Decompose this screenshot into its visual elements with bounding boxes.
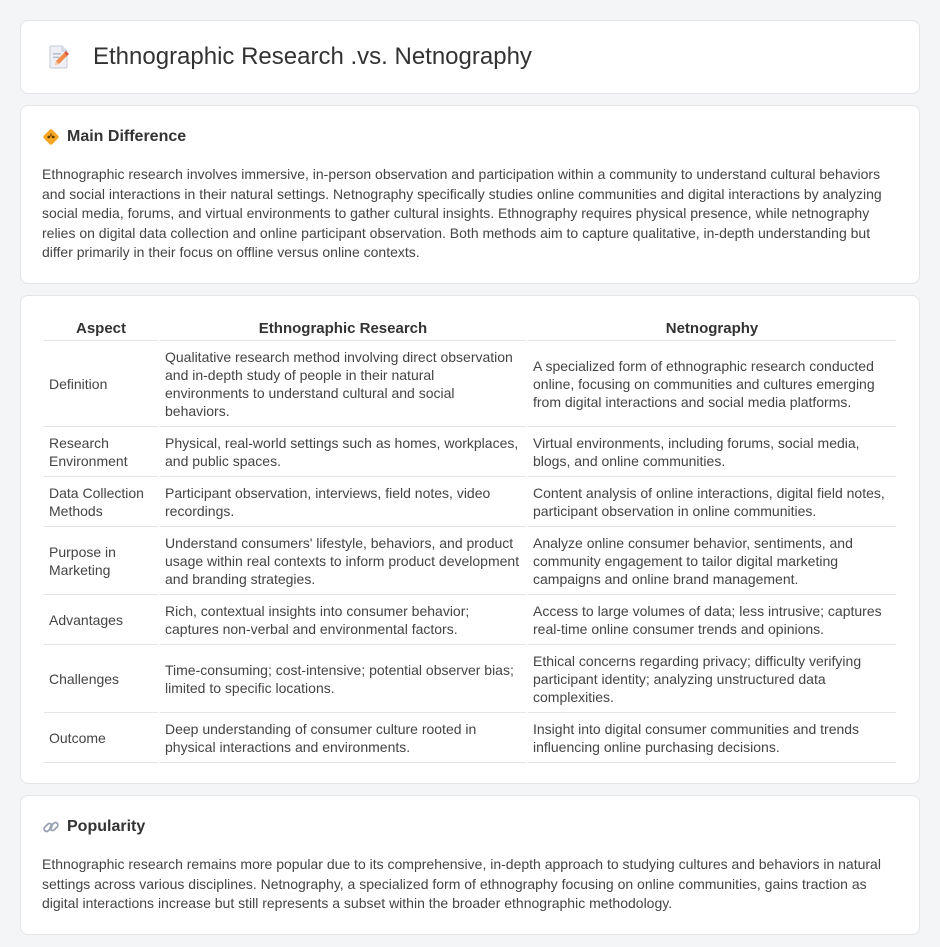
- title-card: [20, 20, 920, 94]
- main-difference-header: [42, 128, 898, 146]
- ethnographic-cell: Qualitative research method involving direct observation and in-depth study of people in their natural environments to understand cultural and social behaviors.: [160, 341, 526, 427]
- ethnographic-cell: Understand consumers' lifestyle, behaviors, and product usage within real contexts to inform product development and branding strategies.: [160, 527, 526, 595]
- table-row: [44, 427, 896, 477]
- ethnographic-cell: Rich, contextual insights into consumer behavior; captures non-verbal and environmental factors.: [160, 595, 526, 645]
- aspect-cell: Definition: [44, 341, 158, 427]
- document-pencil-icon: [45, 43, 73, 71]
- popularity-header: [42, 818, 898, 836]
- header-aspect: Aspect: [44, 316, 158, 341]
- comparison-card: [20, 295, 920, 784]
- netnography-cell: A specialized form of ethnographic research conducted online, focusing on communities and cultures emerging from digital interactions and social media platforms.: [528, 341, 896, 427]
- ethnographic-cell: Physical, real-world settings such as homes, workplaces, and public spaces.: [160, 427, 526, 477]
- table-row: [44, 341, 896, 427]
- diamond-warning-icon: [42, 128, 60, 146]
- page-title: Ethnographic Research .vs. Netnography: [93, 43, 532, 70]
- ethnographic-cell: Time-consuming; cost-intensive; potential observer bias; limited to specific locations.: [160, 645, 526, 713]
- table-row: [44, 527, 896, 595]
- table-row: [44, 645, 896, 713]
- popularity-heading: Popularity: [67, 817, 146, 835]
- header-netnography: Netnography: [528, 316, 896, 341]
- popularity-body: Ethnographic research remains more popular due to its comprehensive, in-depth approach to studying cultures and behaviors in natural settings across various disciplines. Netnography, a specialized form of ethnography focusing on online communities, gains traction as digital interactions increase but still represents a subset within the broader ethnographic methodology.: [42, 855, 881, 912]
- ethnographic-cell: Participant observation, interviews, field notes, video recordings.: [160, 477, 526, 527]
- header-ethnographic: Ethnographic Research: [160, 316, 526, 341]
- aspect-cell: Data Collection Methods: [44, 477, 158, 527]
- popularity-card: [20, 795, 920, 935]
- netnography-cell: Ethical concerns regarding privacy; difficulty verifying participant identity; analyzing unstructured data complexities.: [528, 645, 896, 713]
- aspect-cell: Purpose in Marketing: [44, 527, 158, 595]
- main-difference-body: Ethnographic research involves immersive, in-person observation and participation within a community to understand cultural behaviors and social interactions in their natural settings. Netnography specifically studies online communities and digital interactions by analyzing social media, forums, and virtual environments to gather cultural insights. Ethnography requires physical presence, while netnography relies on digital data collection and online participant observation. Both methods aim to capture qualitative, in-depth understanding but differ primarily in their focus on offline versus online contexts.: [42, 166, 882, 261]
- comparison-table: [42, 316, 898, 763]
- aspect-cell: Research Environment: [44, 427, 158, 477]
- table-row: [44, 713, 896, 763]
- main-difference-heading: Main Difference: [67, 128, 187, 145]
- netnography-cell: Content analysis of online interactions, digital field notes, participant observation in online communities.: [528, 477, 896, 527]
- netnography-cell: Virtual environments, including forums, social media, blogs, and online communities.: [528, 427, 896, 477]
- aspect-cell: Advantages: [44, 595, 158, 645]
- main-difference-card: [20, 105, 920, 284]
- table-row: [44, 595, 896, 645]
- aspect-cell: Challenges: [44, 645, 158, 713]
- table-row: [44, 477, 896, 527]
- ethnographic-cell: Deep understanding of consumer culture rooted in physical interactions and environments.: [160, 713, 526, 763]
- table-header-row: [44, 316, 896, 341]
- netnography-cell: Insight into digital consumer communities and trends influencing online purchasing decisions.: [528, 713, 896, 763]
- link-icon: [42, 818, 60, 836]
- netnography-cell: Access to large volumes of data; less intrusive; captures real-time online consumer trends and opinions.: [528, 595, 896, 645]
- netnography-cell: Analyze online consumer behavior, sentiments, and community engagement to tailor digital marketing campaigns and online brand management.: [528, 527, 896, 595]
- aspect-cell: Outcome: [44, 713, 158, 763]
